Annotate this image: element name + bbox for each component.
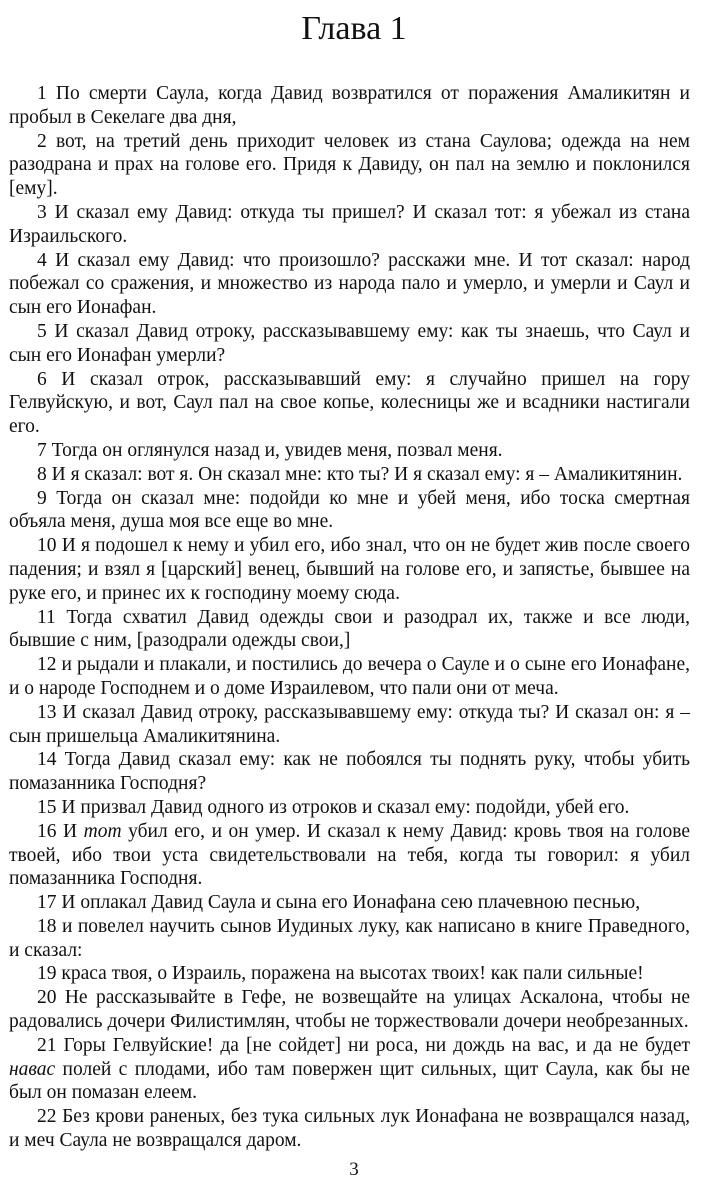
verse-7: 7 Тогда он оглянулся назад и, увидев меня, позвал меня. — [37, 439, 503, 461]
verse-14: 14 Тогда Давид сказал ему: как не побоялся ты поднять руку, чтобы убить помазанника Господня? — [9, 749, 690, 795]
verse-12: 12 и рыдали и плакали, и постились до вечера о Сауле и о сыне его Ионафане, и о народе Господнем и о доме Израилевом, что пали они от меча. — [9, 654, 690, 699]
verse-3: 3 И сказал ему Давид: откуда ты пришел? И сказал тот: я убежал из стана Израильского. — [9, 201, 690, 247]
verse-2: 2 вот, на третий день приходит человек из стана Саулова; одежда на нем разодрана и прах на голове его. Придя к Давиду, он пал на землю и поклонился [ему]. — [9, 130, 690, 200]
verse-22: 22 Без крови раненых, без тука сильных лук Ионафана не возвращался назад, и меч Саула не возвращался даром. — [9, 1106, 690, 1152]
verse-16-end: убил его, и он умер. И сказал к нему Давид: кровь твоя на голове твоей, ибо твои уста свидетельствовали на тебя, когда ты говорил: я убил помазанника Господня. — [9, 820, 691, 890]
verse-11: 11 Тогда схватил Давид одежды свои и разодрал их, также и все люди, бывшие с ним, [разодрали одежды свои,] — [9, 606, 690, 652]
verse-17: 17 И оплакал Давид Саула и сына его Ионафана сею плачевною песнью, — [37, 892, 641, 914]
verse-6: 6 И сказал отрок, рассказывавший ему: я случайно пришел на гору Гелвуйскую, и вот, Саул пал на свое копье, колесницы же и всадники настигали его. — [9, 368, 690, 438]
verse-20: 20 Не рассказывайте в Гефе, не возвещайте на улицах Аскалона, чтобы не радовались дочери Филистимлян, чтобы не торжествовали дочери необрезанных. — [9, 987, 690, 1033]
verse-13: 13 И сказал Давид отроку, рассказывавшему ему: откуда ты? И сказал он: я – сын пришельца Амаликитянина. — [9, 701, 690, 747]
verse-16 — [9, 820, 690, 891]
verse-10: 10 И я подошел к нему и убил его, ибо знал, что он не будет жив после своего падения; и взял я [царский] венец, бывший на голове его, и запястье, бывшее на руке его, и принес их к господину моему сюда. — [9, 535, 690, 604]
verse-21-start: 21 Горы Гелвуйские! да [не сойдет] ни роса, ни дождь на вас, и да не будет — [37, 1034, 690, 1056]
verse-4: 4 И сказал ему Давид: что произошло? расскажи мне. И тот сказал: народ побежал со сражения, и множество из народа пало и умерло, и умерли и Саул и сын его Ионафан. — [9, 249, 690, 319]
verse-15: 15 И призвал Давид одного из отроков и сказал ему: подойди, убей его. — [37, 796, 630, 818]
verse-21-italic: навас — [9, 1058, 56, 1080]
verse-16-italic: тот — [83, 820, 122, 842]
chapter-title: Глава 1 — [301, 10, 407, 47]
verse-21-end: полей с плодами, ибо там повержен щит сильных, щит Саула, как бы не был он помазан елеем. — [9, 1058, 690, 1104]
chapter-text — [9, 82, 690, 1153]
verse-9: 9 Тогда он сказал мне: подойди ко мне и убей меня, ибо тоска смертная объяла меня, душа моя все еще во мне. — [9, 487, 690, 533]
verse-5: 5 И сказал Давид отроку, рассказывавшему ему: как ты знаешь, что Саул и сын его Ионафан умерли? — [9, 320, 690, 366]
verse-18: 18 и повелел научить сынов Иудиных луку, как написано в книге Праведного, и сказал: — [9, 915, 690, 961]
verse-21 — [9, 1034, 690, 1105]
verse-8: 8 И я сказал: вот я. Он сказал мне: кто ты? И я сказал ему: я – Амаликитянин. — [37, 463, 683, 485]
verse-16-start: 16 И — [37, 820, 84, 842]
page-number: 3 — [349, 1159, 359, 1180]
verse-19: 19 краса твоя, о Израиль, поражена на высотах твоих! как пали сильные! — [37, 963, 644, 985]
verse-1: 1 По смерти Саула, когда Давид возвратился от поражения Амаликитян и пробыл в Секелаге два дня, — [9, 83, 690, 128]
